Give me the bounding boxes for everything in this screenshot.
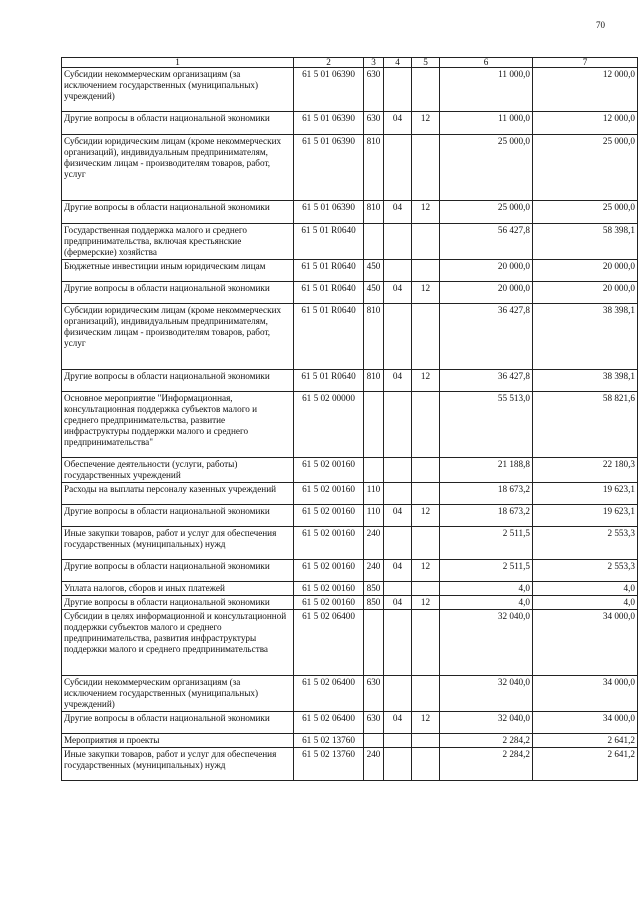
amount-year-1-cell: 18 673,2 [440, 505, 533, 527]
subsection-code-cell [412, 135, 440, 201]
target-code-cell: 61 5 02 00160 [294, 505, 364, 527]
subsection-code-cell: 12 [412, 201, 440, 224]
subsection-code-cell [412, 527, 440, 560]
amount-year-1-cell: 32 040,0 [440, 610, 533, 676]
amount-year-2-cell: 38 398,1 [533, 304, 638, 370]
subsection-code-cell [412, 224, 440, 260]
table-header-row [62, 58, 638, 68]
section-code-cell [384, 68, 412, 112]
amount-year-2-cell: 19 623,1 [533, 483, 638, 505]
item-name-cell: Другие вопросы в области национальной экономики [62, 201, 294, 224]
expense-type-cell: 110 [364, 483, 384, 505]
item-name-cell: Иные закупки товаров, работ и услуг для обеспечения государственных (муниципальных) нужд [62, 527, 294, 560]
amount-year-1-cell: 2 284,2 [440, 748, 533, 781]
subsection-code-cell: 12 [412, 370, 440, 392]
expense-type-cell: 240 [364, 560, 384, 582]
section-code-cell: 04 [384, 596, 412, 610]
amount-year-1-cell: 4,0 [440, 596, 533, 610]
amount-year-2-cell: 34 000,0 [533, 712, 638, 734]
amount-year-1-cell: 36 427,8 [440, 370, 533, 392]
budget-table [61, 57, 638, 781]
subsection-code-cell: 12 [412, 112, 440, 135]
table-row [62, 596, 638, 610]
target-code-cell: 61 5 02 00160 [294, 458, 364, 483]
section-code-cell [384, 260, 412, 282]
section-code-cell [384, 135, 412, 201]
column-header: 7 [533, 58, 638, 68]
section-code-cell: 04 [384, 370, 412, 392]
item-name-cell: Другие вопросы в области национальной экономики [62, 370, 294, 392]
target-code-cell: 61 5 02 00000 [294, 392, 364, 458]
amount-year-1-cell: 20 000,0 [440, 260, 533, 282]
amount-year-1-cell: 2 511,5 [440, 560, 533, 582]
column-header: 4 [384, 58, 412, 68]
table-row [62, 304, 638, 370]
section-code-cell: 04 [384, 560, 412, 582]
section-code-cell: 04 [384, 712, 412, 734]
target-code-cell: 61 5 01 06390 [294, 135, 364, 201]
amount-year-1-cell: 2 511,5 [440, 527, 533, 560]
amount-year-1-cell: 55 513,0 [440, 392, 533, 458]
target-code-cell: 61 5 01 R0640 [294, 370, 364, 392]
item-name-cell: Бюджетные инвестиции иным юридическим лицам [62, 260, 294, 282]
amount-year-1-cell: 18 673,2 [440, 483, 533, 505]
subsection-code-cell [412, 610, 440, 676]
table-row [62, 392, 638, 458]
target-code-cell: 61 5 02 13760 [294, 748, 364, 781]
section-code-cell [384, 527, 412, 560]
section-code-cell [384, 392, 412, 458]
target-code-cell: 61 5 01 R0640 [294, 282, 364, 304]
expense-type-cell: 110 [364, 505, 384, 527]
expense-type-cell [364, 458, 384, 483]
subsection-code-cell: 12 [412, 712, 440, 734]
table-row [62, 676, 638, 712]
amount-year-1-cell: 20 000,0 [440, 282, 533, 304]
subsection-code-cell [412, 734, 440, 748]
section-code-cell [384, 582, 412, 596]
expense-type-cell [364, 734, 384, 748]
amount-year-2-cell: 20 000,0 [533, 282, 638, 304]
item-name-cell: Расходы на выплаты персоналу казенных учреждений [62, 483, 294, 505]
table-row [62, 112, 638, 135]
amount-year-1-cell: 11 000,0 [440, 112, 533, 135]
item-name-cell: Субсидии юридическим лицам (кроме некоммерческих организаций), индивидуальным предпринимателям, физическим лицам - производителям товаров, работ, услуг [62, 135, 294, 201]
subsection-code-cell [412, 748, 440, 781]
expense-type-cell: 450 [364, 260, 384, 282]
expense-type-cell: 810 [364, 370, 384, 392]
amount-year-2-cell: 25 000,0 [533, 201, 638, 224]
amount-year-1-cell: 56 427,8 [440, 224, 533, 260]
amount-year-1-cell: 25 000,0 [440, 201, 533, 224]
subsection-code-cell [412, 260, 440, 282]
section-code-cell [384, 748, 412, 781]
amount-year-2-cell: 2 641,2 [533, 748, 638, 781]
expense-type-cell: 630 [364, 68, 384, 112]
subsection-code-cell [412, 676, 440, 712]
expense-type-cell: 850 [364, 582, 384, 596]
table-row [62, 582, 638, 596]
table-row [62, 734, 638, 748]
section-code-cell [384, 734, 412, 748]
expense-type-cell: 850 [364, 596, 384, 610]
amount-year-1-cell: 4,0 [440, 582, 533, 596]
table-row [62, 527, 638, 560]
item-name-cell: Субсидии юридическим лицам (кроме некоммерческих организаций), индивидуальным предпринимателям, физическим лицам - производителям товаров, работ, услуг [62, 304, 294, 370]
target-code-cell: 61 5 01 R0640 [294, 224, 364, 260]
target-code-cell: 61 5 01 06390 [294, 201, 364, 224]
target-code-cell: 61 5 01 R0640 [294, 304, 364, 370]
expense-type-cell: 810 [364, 304, 384, 370]
item-name-cell: Государственная поддержка малого и среднего предпринимательства, включая крестьянские (фермерские) хозяйства [62, 224, 294, 260]
table-row [62, 68, 638, 112]
target-code-cell: 61 5 02 06400 [294, 610, 364, 676]
amount-year-2-cell: 25 000,0 [533, 135, 638, 201]
item-name-cell: Другие вопросы в области национальной экономики [62, 712, 294, 734]
subsection-code-cell [412, 68, 440, 112]
item-name-cell: Субсидии некоммерческим организациям (за исключением государственных (муниципальных) учреждений) [62, 676, 294, 712]
page-number: 70 [596, 20, 605, 30]
item-name-cell: Уплата налогов, сборов и иных платежей [62, 582, 294, 596]
expense-type-cell: 450 [364, 282, 384, 304]
target-code-cell: 61 5 02 00160 [294, 483, 364, 505]
amount-year-2-cell: 2 553,3 [533, 527, 638, 560]
section-code-cell: 04 [384, 201, 412, 224]
item-name-cell: Мероприятия и проекты [62, 734, 294, 748]
table-row [62, 505, 638, 527]
amount-year-2-cell: 38 398,1 [533, 370, 638, 392]
amount-year-2-cell: 34 000,0 [533, 610, 638, 676]
amount-year-2-cell: 20 000,0 [533, 260, 638, 282]
section-code-cell [384, 224, 412, 260]
amount-year-2-cell: 58 821,6 [533, 392, 638, 458]
table-row [62, 370, 638, 392]
table-row [62, 748, 638, 781]
item-name-cell: Обеспечение деятельности (услуги, работы) государственных учреждений [62, 458, 294, 483]
subsection-code-cell [412, 304, 440, 370]
expense-type-cell [364, 224, 384, 260]
table-row [62, 560, 638, 582]
item-name-cell: Другие вопросы в области национальной экономики [62, 112, 294, 135]
item-name-cell: Субсидии в целях информационной и консультационной поддержки субъектов малого и среднего предпринимательства, развития инфраструктуры поддержки малого и среднего предпринимательства [62, 610, 294, 676]
target-code-cell: 61 5 02 00160 [294, 596, 364, 610]
item-name-cell: Другие вопросы в области национальной экономики [62, 282, 294, 304]
table-row [62, 260, 638, 282]
table-row [62, 712, 638, 734]
amount-year-2-cell: 34 000,0 [533, 676, 638, 712]
table-row [62, 483, 638, 505]
expense-type-cell: 630 [364, 112, 384, 135]
amount-year-2-cell: 58 398,1 [533, 224, 638, 260]
expense-type-cell [364, 610, 384, 676]
amount-year-1-cell: 2 284,2 [440, 734, 533, 748]
expense-type-cell: 810 [364, 135, 384, 201]
item-name-cell: Другие вопросы в области национальной экономики [62, 596, 294, 610]
amount-year-1-cell: 21 188,8 [440, 458, 533, 483]
subsection-code-cell [412, 458, 440, 483]
section-code-cell [384, 676, 412, 712]
target-code-cell: 61 5 01 R0640 [294, 260, 364, 282]
amount-year-2-cell: 22 180,3 [533, 458, 638, 483]
table-row [62, 201, 638, 224]
target-code-cell: 61 5 02 00160 [294, 527, 364, 560]
section-code-cell [384, 483, 412, 505]
table-row [62, 224, 638, 260]
amount-year-2-cell: 4,0 [533, 596, 638, 610]
subsection-code-cell: 12 [412, 560, 440, 582]
amount-year-1-cell: 25 000,0 [440, 135, 533, 201]
target-code-cell: 61 5 02 06400 [294, 676, 364, 712]
item-name-cell: Основное мероприятие "Информационная, консультационная поддержка субъектов малого и среднего предпринимательства, развитие инфраструктуры поддержки малого и среднего предпринимательства" [62, 392, 294, 458]
target-code-cell: 61 5 01 06390 [294, 68, 364, 112]
column-header: 1 [62, 58, 294, 68]
section-code-cell [384, 304, 412, 370]
amount-year-2-cell: 12 000,0 [533, 112, 638, 135]
expense-type-cell: 240 [364, 527, 384, 560]
section-code-cell [384, 458, 412, 483]
table-row [62, 458, 638, 483]
amount-year-2-cell: 2 553,3 [533, 560, 638, 582]
subsection-code-cell: 12 [412, 505, 440, 527]
subsection-code-cell: 12 [412, 282, 440, 304]
amount-year-1-cell: 11 000,0 [440, 68, 533, 112]
table-row [62, 282, 638, 304]
subsection-code-cell [412, 582, 440, 596]
amount-year-2-cell: 19 623,1 [533, 505, 638, 527]
item-name-cell: Иные закупки товаров, работ и услуг для обеспечения государственных (муниципальных) нужд [62, 748, 294, 781]
item-name-cell: Другие вопросы в области национальной экономики [62, 505, 294, 527]
target-code-cell: 61 5 01 06390 [294, 112, 364, 135]
subsection-code-cell: 12 [412, 596, 440, 610]
table-body [62, 68, 638, 781]
amount-year-2-cell: 2 641,2 [533, 734, 638, 748]
target-code-cell: 61 5 02 00160 [294, 560, 364, 582]
section-code-cell: 04 [384, 505, 412, 527]
target-code-cell: 61 5 02 13760 [294, 734, 364, 748]
amount-year-1-cell: 32 040,0 [440, 676, 533, 712]
column-header: 2 [294, 58, 364, 68]
table-row [62, 135, 638, 201]
section-code-cell: 04 [384, 112, 412, 135]
section-code-cell [384, 610, 412, 676]
target-code-cell: 61 5 02 06400 [294, 712, 364, 734]
target-code-cell: 61 5 02 00160 [294, 582, 364, 596]
table-row [62, 610, 638, 676]
amount-year-2-cell: 12 000,0 [533, 68, 638, 112]
expense-type-cell [364, 392, 384, 458]
amount-year-2-cell: 4,0 [533, 582, 638, 596]
subsection-code-cell [412, 392, 440, 458]
subsection-code-cell [412, 483, 440, 505]
expense-type-cell: 630 [364, 676, 384, 712]
amount-year-1-cell: 32 040,0 [440, 712, 533, 734]
amount-year-1-cell: 36 427,8 [440, 304, 533, 370]
expense-type-cell: 810 [364, 201, 384, 224]
column-header: 3 [364, 58, 384, 68]
column-header: 6 [440, 58, 533, 68]
item-name-cell: Другие вопросы в области национальной экономики [62, 560, 294, 582]
section-code-cell: 04 [384, 282, 412, 304]
item-name-cell: Субсидии некоммерческим организациям (за исключением государственных (муниципальных) учреждений) [62, 68, 294, 112]
expense-type-cell: 630 [364, 712, 384, 734]
column-header: 5 [412, 58, 440, 68]
expense-type-cell: 240 [364, 748, 384, 781]
